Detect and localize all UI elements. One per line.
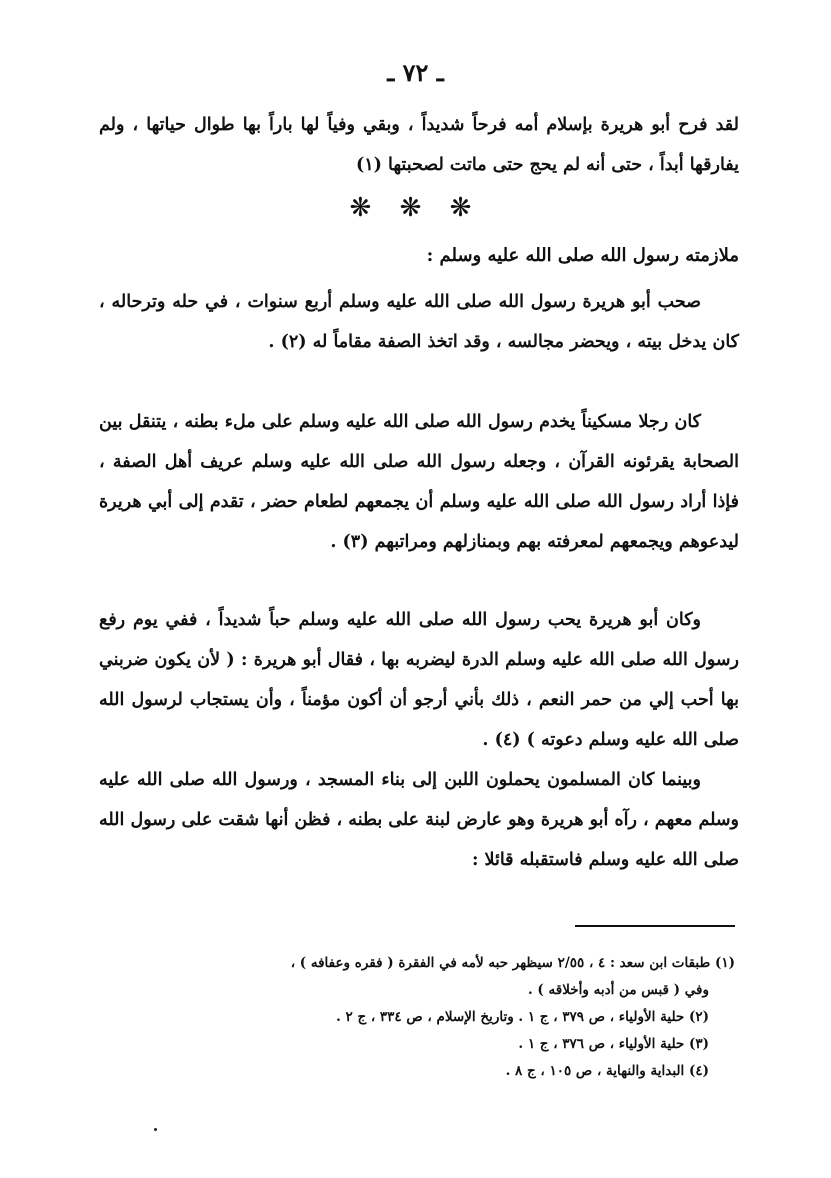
scan-speck	[154, 1128, 157, 1131]
footnote-item-continuation: وفي ( قبس من أدبه وأخلاقه ) .	[528, 982, 709, 998]
footnotes-list	[85, 950, 735, 1085]
page-number: ـ ٧٢ ـ	[387, 58, 444, 87]
paragraph-love: وكان أبو هريرة يحب رسول الله صلى الله عليه وسلم حباً شديداً ، ففي يوم رفع رسول الله صلى الله عليه وسلم الدرة ليضربه بها ، فقال أبو هريرة : ( لأن يكون ضربني بها أحب إلي من حمر النعم ، ذلك بأني أرجو أن أكون مؤمناً ، وأن يستجاب لرسول الله صلى الله عليه وسلم دعوته ) (٤) .	[99, 610, 739, 750]
paragraph-companionship: صحب أبو هريرة رسول الله صلى الله عليه وسلم أربع سنوات ، في حله وترحاله ، كان يدخل بيته ، ويحضر مجالسه ، وقد اتخذ الصفة مقاماً له (٢) .	[99, 292, 739, 352]
footnote-item: (١) طبقات ابن سعد : ٤ ، ٢/٥٥ سيظهر حبه لأمه في الفقرة ( فقره وعفافه ) ،	[290, 955, 735, 971]
footnote-item: (٤) البداية والنهاية ، ص ١٠٥ ، ج ٨ .	[505, 1063, 709, 1079]
paragraph-mother-conversion: لقد فرح أبو هريرة بإسلام أمه فرحاً شديداً ، وبقي وفياً لها باراً بها طوال حياتها ، ولم يفارقها أبداً ، حتى أنه لم يحج حتى ماتت لصحبتها (١)	[99, 115, 739, 175]
footnote-item: (٢) حلية الأولياء ، ص ٣٧٩ ، ج ١ . وتاريخ الإسلام ، ص ٣٣٤ ، ج ٢ .	[336, 1009, 709, 1025]
section-divider-stars: ❋ ❋ ❋	[349, 193, 482, 223]
footnote-divider	[575, 925, 735, 927]
footnote-item: (٣) حلية الأولياء ، ص ٣٧٦ ، ج ١ .	[518, 1036, 709, 1052]
paragraph-mosque-building: وبينما كان المسلمون يحملون اللبن إلى بناء المسجد ، ورسول الله صلى الله عليه وسلم معهم ، رآه أبو هريرة وهو عارض لبنة على بطنه ، فظن أنها شقت على رسول الله صلى الله عليه وسلم فاستقبله قائلا :	[99, 770, 739, 870]
section-heading: ملازمته رسول الله صلى الله عليه وسلم :	[426, 245, 739, 266]
paragraph-suffa: كان رجلا مسكيناً يخدم رسول الله صلى الله عليه وسلم على ملء بطنه ، يتنقل بين الصحابة يقرئونه القرآن ، وجعله رسول الله صلى الله عليه وسلم عريف أهل الصفة ، فإذا أراد رسول الله صلى الله عليه وسلم أن يجمعهم لطعام حضر ، تقدم إلى أبي هريرة ليدعوهم ويجمعهم لمعرفته بهم وبمنازلهم ومراتبهم (٣) .	[99, 412, 739, 552]
